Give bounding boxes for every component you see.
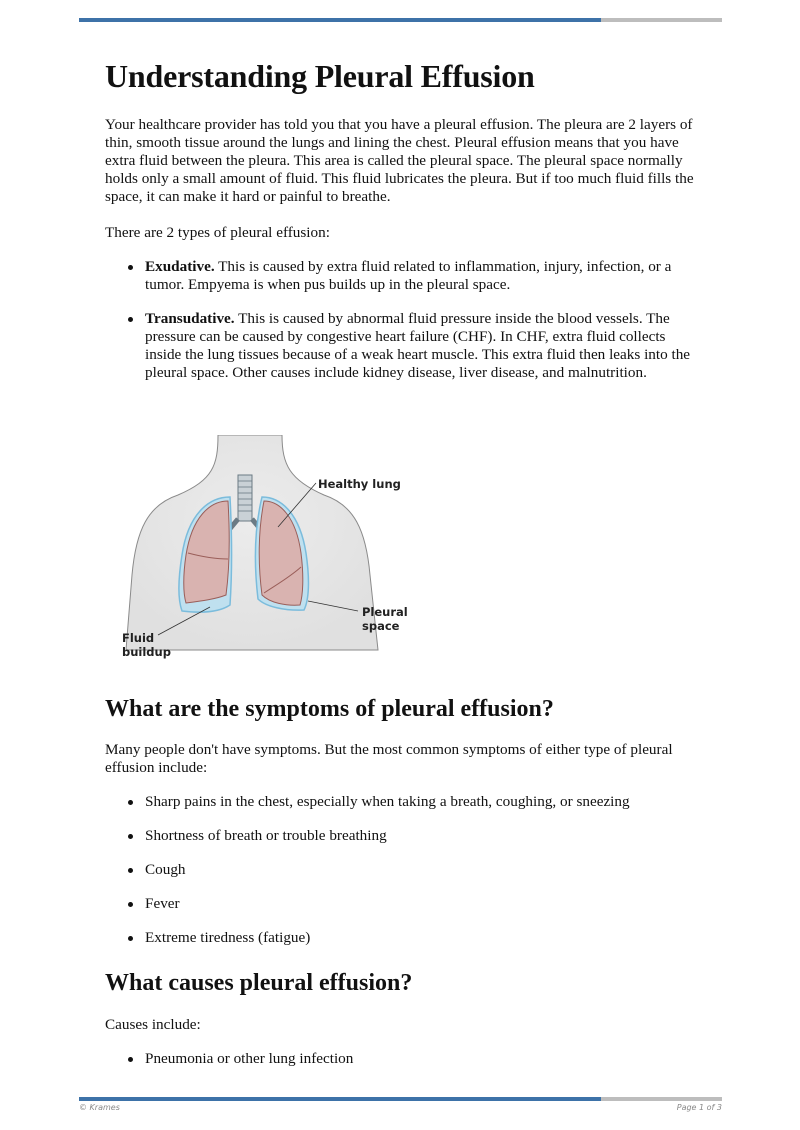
symptom-item: Shortness of breath or trouble breathing (145, 827, 705, 845)
causes-intro: Causes include: (105, 1016, 201, 1033)
label-pleural-space-line2: space (362, 619, 400, 633)
footer-bar-grey (601, 1097, 722, 1101)
footer-page-number: Page 1 of 3 (676, 1103, 722, 1112)
cause-item: Pneumonia or other lung infection (145, 1050, 705, 1068)
label-pleural-space-line1: Pleural (362, 605, 408, 619)
type-text: This is caused by abnormal fluid pressure inside the blood vessels. The pressure can be caused by congestive heart failure (CHF). In CHF, extra fluid collects inside the lung tissues because of a weak heart muscle. This extra fluid then leaks into the pleural space. Other causes include kidney disease, liver disease, and malnutrition. (145, 310, 691, 381)
footer-bar (79, 1097, 722, 1101)
symptom-item: Cough (145, 861, 705, 879)
label-fluid-buildup-line1: Fluid (122, 631, 155, 645)
symptom-item: Extreme tiredness (fatigue) (145, 929, 705, 947)
symptoms-section (105, 694, 705, 947)
label-fluid-buildup-line2: buildup (122, 645, 171, 659)
label-healthy-lung: Healthy lung (318, 477, 401, 491)
type-text: This is caused by extra fluid related to inflammation, injury, infection, or a tumor. Empyema is when pus builds up in the pleural space. (145, 258, 672, 293)
header-bar (79, 18, 722, 22)
trachea (238, 475, 252, 521)
symptoms-list (105, 793, 705, 947)
causes-section (105, 968, 705, 1068)
document-body (105, 56, 705, 382)
header-bar-grey (601, 18, 722, 22)
torso-shape (126, 435, 378, 650)
intro-paragraph: Your healthcare provider has told you that you have a pleural effusion. The pleura are 2 layers of thin, smooth tissue around the lungs and lining the chest. Pleural effusion means that you have extra fluid between the pleura. This area is called the pleural space. The pleural space normally holds only a small amount of fluid. This fluid lubricates the pleura. But if too much fluid fills the space, it can make it hard or painful to breathe. (105, 116, 694, 205)
footer-copyright: © Krames (79, 1103, 120, 1112)
lung-illustration (118, 435, 418, 665)
header-bar-accent (79, 18, 601, 22)
symptom-item: Fever (145, 895, 705, 913)
symptoms-heading: What are the symptoms of pleural effusion? (105, 696, 554, 722)
causes-list (105, 1050, 705, 1068)
type-item-transudative (145, 310, 705, 382)
symptom-item: Sharp pains in the chest, especially when taking a breath, coughing, or sneezing (145, 793, 705, 811)
causes-heading: What causes pleural effusion? (105, 970, 413, 996)
types-intro: There are 2 types of pleural effusion: (105, 224, 330, 241)
types-list (105, 258, 705, 382)
footer (79, 1103, 722, 1112)
type-item-exudative (145, 258, 705, 294)
lung-diagram (118, 435, 418, 665)
footer-bar-accent (79, 1097, 601, 1101)
page-title: Understanding Pleural Effusion (105, 58, 535, 94)
type-term: Exudative. (145, 258, 215, 275)
type-term: Transudative. (145, 310, 235, 327)
symptoms-intro: Many people don't have symptoms. But the most common symptoms of either type of pleural effusion include: (105, 741, 673, 776)
